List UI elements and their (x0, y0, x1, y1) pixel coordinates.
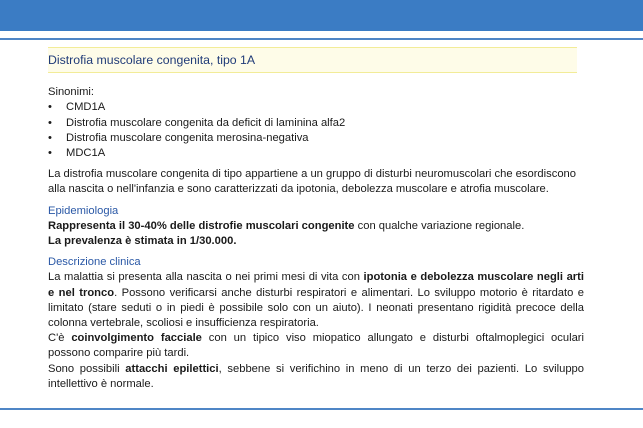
clinical-bold-text: ipotonia e debolezza muscolare negli arti e nel tronco (48, 271, 584, 299)
clinical-text: , sebbene si verifichino in meno di un terzo dei pazienti. Lo sviluppo intellettivo è normale. (48, 362, 584, 390)
list-item (48, 131, 584, 146)
epidemiology-line-1 (48, 219, 584, 234)
clinical-paragraph-1 (48, 270, 584, 331)
clinical-text: C'è (48, 332, 72, 345)
clinical-text: La malattia si presenta alla nascita o nei primi mesi di vita con (48, 271, 364, 284)
top-divider (0, 38, 643, 40)
clinical-text: . Possono verificarsi anche disturbi respiratori e alimentari. Lo sviluppo motorio è ritardato e limitato (stare seduti o in piedi è possibile solo con un aiuto). I neonati presentano rigidità precoce della colonna vertebrale, scoliosi e insufficienza respiratoria. (48, 286, 584, 330)
intro-paragraph: La distrofia muscolare congenita di tipo appartiene a un gruppo di disturbi neuromuscolari che esordiscono alla nascita o nell'infanzia e sono caratterizzati da ipotonia, debolezza muscolare e atrofia muscolare. (48, 168, 576, 196)
header-bar (0, 0, 643, 31)
synonym-text: MDC1A (66, 147, 106, 160)
synonyms-list (48, 100, 584, 161)
prevalence-text: La prevalenza è stimata in 1/30.000. (48, 235, 237, 248)
bullet-icon: • (48, 131, 52, 144)
bullet-icon: • (48, 116, 52, 129)
clinical-paragraph-3 (48, 362, 584, 392)
bullet-icon: • (48, 147, 52, 160)
synonym-text: Distrofia muscolare congenita da deficit di laminina alfa2 (66, 116, 346, 129)
bottom-divider (0, 408, 643, 410)
clinical-bold-text: attacchi epilettici (125, 362, 219, 375)
document-content (48, 47, 584, 392)
epidemiology-heading: Epidemiologia (48, 204, 119, 217)
synonyms-label: Sinonimi: (48, 86, 95, 99)
page-title: Distrofia muscolare congenita, tipo 1A (48, 47, 577, 73)
clinical-bold-text: coinvolgimento facciale (71, 332, 202, 345)
clinical-text: Sono possibili (48, 362, 126, 375)
epidemiology-text: con qualche variazione regionale. (354, 219, 525, 232)
synonym-text: CMD1A (66, 101, 106, 114)
clinical-heading: Descrizione clinica (48, 256, 141, 269)
clinical-paragraph-2 (48, 331, 584, 361)
bullet-icon: • (48, 101, 52, 114)
epidemiology-bold-text: Rappresenta il 30-40% delle distrofie muscolari congenite (48, 219, 355, 232)
list-item (48, 146, 584, 161)
clinical-text: con un tipico viso miopatico allungato e disturbi oftalmoplegici oculari possono comparire più tardi. (48, 332, 585, 360)
synonym-text: Distrofia muscolare congenita merosina-negativa (66, 131, 309, 144)
list-item (48, 116, 584, 131)
list-item (48, 100, 584, 115)
epidemiology-body (48, 219, 584, 249)
epidemiology-line-2 (48, 234, 584, 249)
